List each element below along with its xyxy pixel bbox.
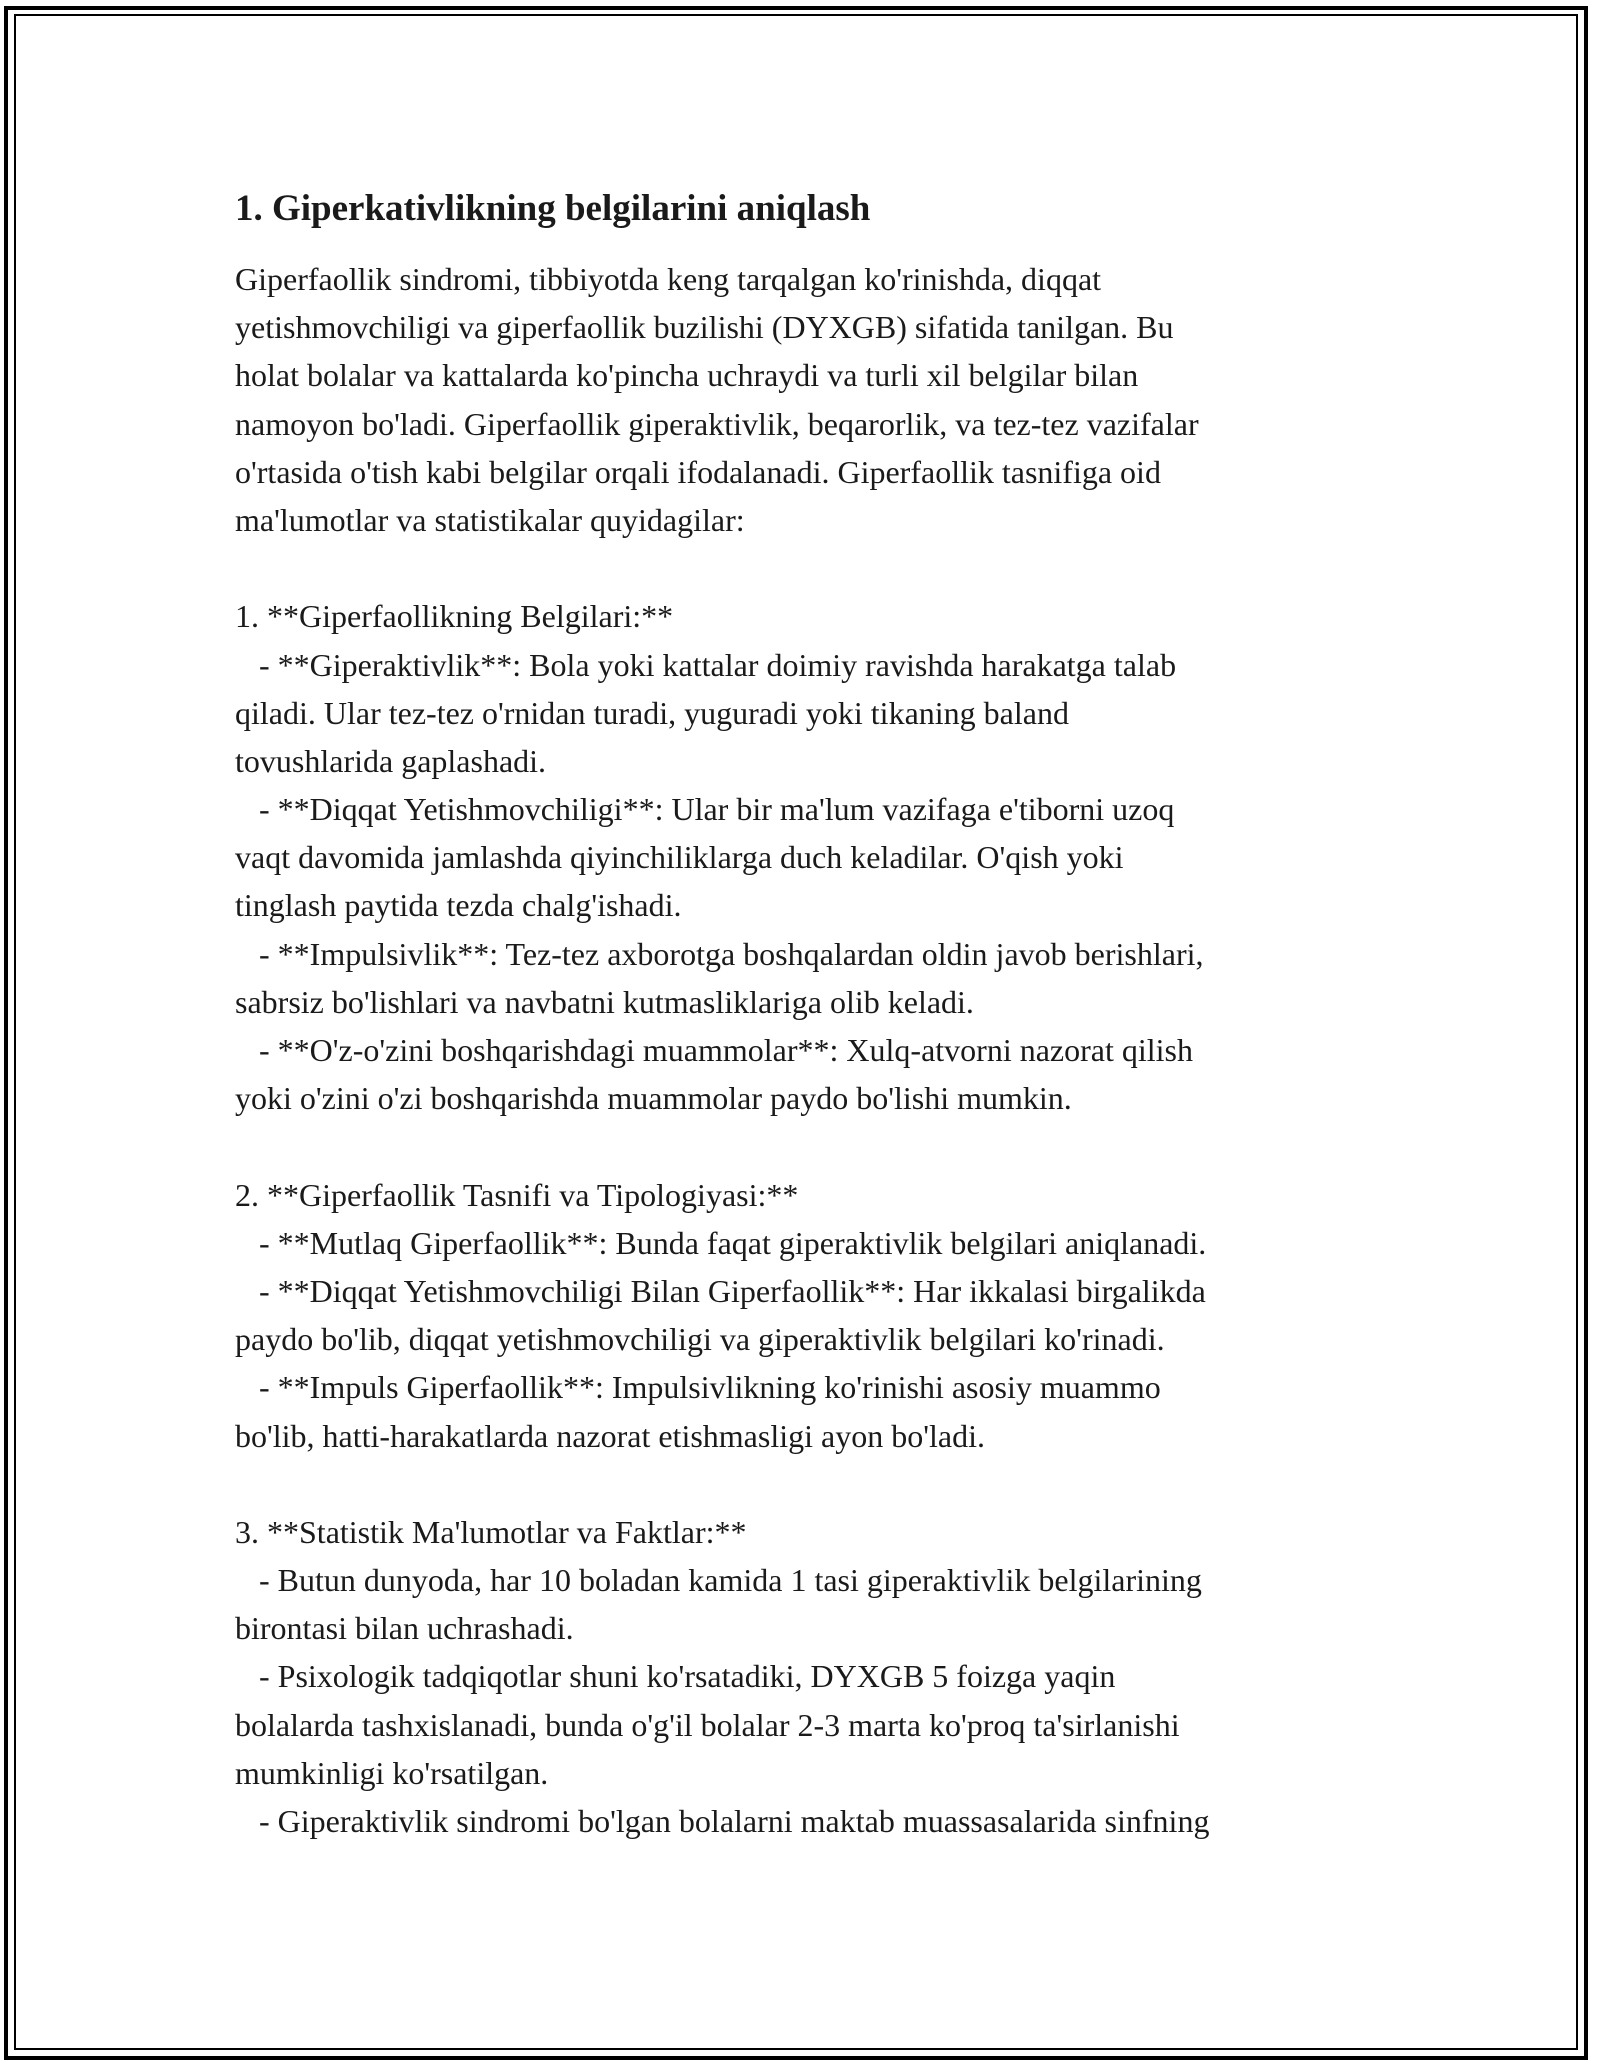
text-line <box>235 1122 1375 1170</box>
text-line <box>235 544 1375 592</box>
text-line: Giperfaollik sindromi, tibbiyotda keng tarqalgan ko'rinishda, diqqat <box>235 261 1102 297</box>
section-heading: 1. Giperkativlikning belgilarini aniqlash <box>235 188 871 229</box>
text-line: - Butun dunyoda, har 10 boladan kamida 1 tasi giperaktivlik belgilarining <box>235 1562 1202 1599</box>
text-line: yetishmovchiligi va giperfaollik buzilishi (DYXGB) sifatida tanilgan. Bu <box>235 309 1174 346</box>
text-line: - Psixologik tadqiqotlar shuni ko'rsatadiki, DYXGB 5 foizga yaqin <box>235 1658 1116 1695</box>
text-line: o'rtasida o'tish kabi belgilar orqali ifodalanadi. Giperfaollik tasnifiga oid <box>235 453 1161 490</box>
text-line: - **Diqqat Yetishmovchiligi Bilan Giperfaollik**: Har ikkalasi birgalikda <box>235 1272 1206 1309</box>
text-line: - **O'z-o'zini boshqarishdagi muammolar**: Xulq-atvorni nazorat qilish <box>235 1032 1193 1068</box>
text-line: - Giperaktivlik sindromi bo'lgan bolalarni maktab muassasalarida sinfning <box>235 1803 1210 1839</box>
text-line: qiladi. Ular tez-tez o'rnidan turadi, yuguradi yoki tikaning baland <box>235 694 1069 731</box>
text-line: 3. **Statistik Ma'lumotlar va Faktlar:** <box>235 1513 747 1550</box>
text-line: - **Diqqat Yetishmovchiligi**: Ular bir ma'lum vazifaga e'tiborni uzoq <box>235 791 1175 828</box>
text-line: tinglash paytida tezda chalg'ishadi. <box>235 887 682 924</box>
text-line: mumkinligi ko'rsatilgan. <box>235 1754 549 1791</box>
text-line: bo'lib, hatti-harakatlarda nazorat etishmasligi ayon bo'ladi. <box>235 1417 985 1454</box>
text-line: vaqt davomida jamlashda qiyinchiliklarga duch keladilar. O'qish yoki <box>235 839 1124 876</box>
document-body <box>235 185 1375 1845</box>
text-line: ma'lumotlar va statistikalar quyidagilar: <box>235 501 745 538</box>
text-line: - **Giperaktivlik**: Bola yoki kattalar doimiy ravishda harakatga talab <box>235 646 1177 683</box>
text-line: - **Impuls Giperfaollik**: Impulsivlikning ko'rinishi asosiy muammo <box>235 1369 1161 1406</box>
text-line: holat bolalar va kattalarda ko'pincha uchraydi va turli xil belgilar bilan <box>235 357 1139 394</box>
text-line: birontasi bilan uchrashadi. <box>235 1610 574 1647</box>
text-line: 1. **Giperfaollikning Belgilari:** <box>235 598 674 635</box>
text-line: - **Mutlaq Giperfaollik**: Bunda faqat giperaktivlik belgilari aniqlanadi. <box>235 1224 1207 1261</box>
text-line: bolalarda tashxislanadi, bunda o'g'il bolalar 2-3 marta ko'proq ta'sirlanishi <box>235 1706 1180 1743</box>
text-line: namoyon bo'ladi. Giperfaollik giperaktivlik, beqarorlik, va tez-tez vazifalar <box>235 405 1199 442</box>
text-line <box>235 1460 1375 1508</box>
text-line: 2. **Giperfaollik Tasnifi va Tipologiyasi:** <box>235 1176 799 1213</box>
text-block <box>235 255 1375 1845</box>
text-line: paydo bo'lib, diqqat yetishmovchiligi va giperaktivlik belgilari ko'rinadi. <box>235 1321 1165 1358</box>
text-line: sabrsiz bo'lishlari va navbatni kutmasliklariga olib keladi. <box>235 983 974 1020</box>
text-line: yoki o'zini o'zi boshqarishda muammolar paydo bo'lishi mumkin. <box>235 1080 1072 1117</box>
text-line: - **Impulsivlik**: Tez-tez axborotga boshqalardan oldin javob berishlari, <box>235 935 1204 972</box>
text-line: tovushlarida gaplashadi. <box>235 742 547 779</box>
